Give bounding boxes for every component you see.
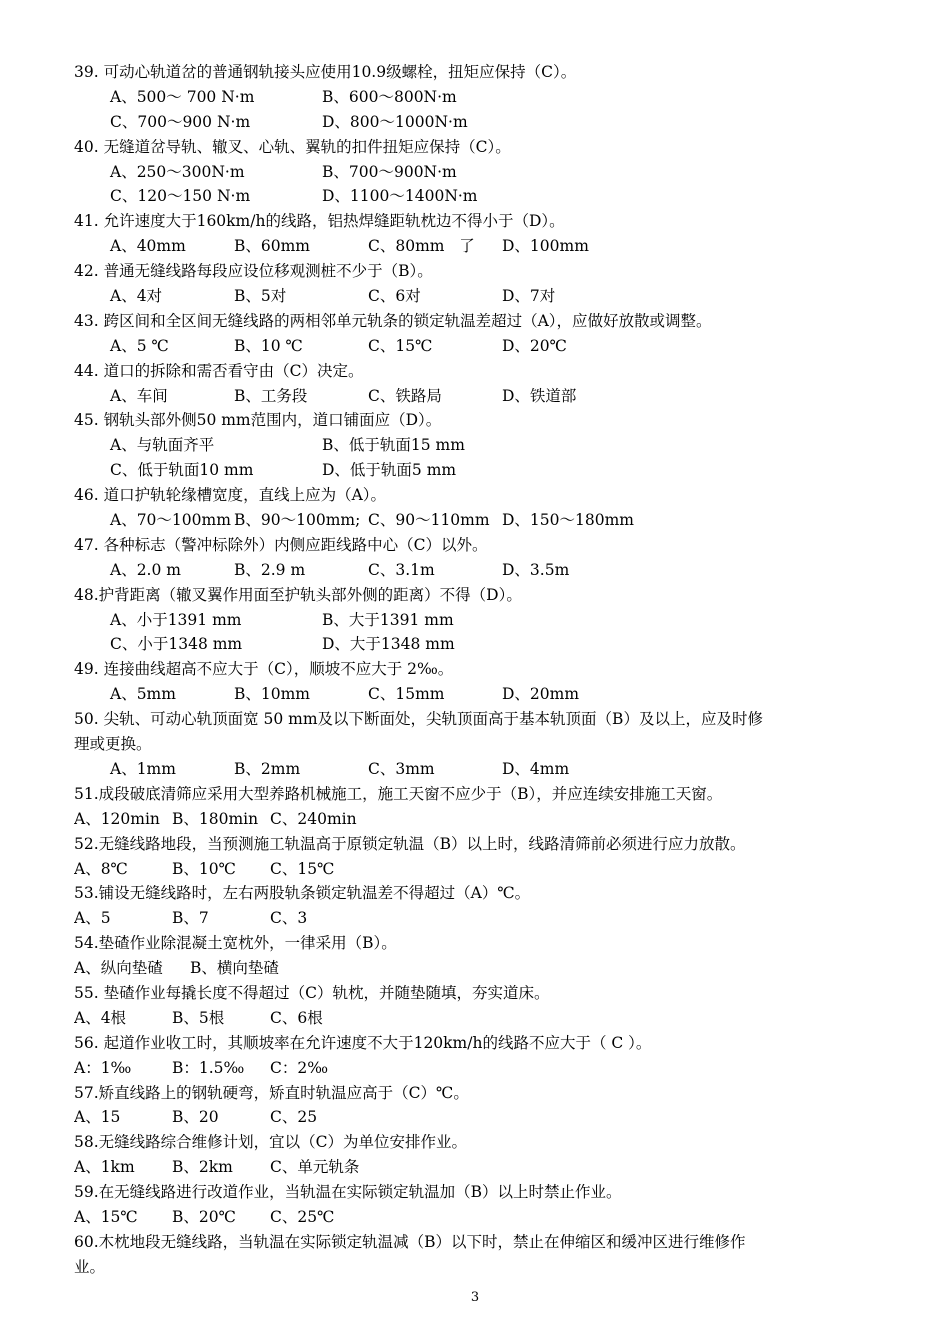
option-a: A、4对 [110,287,163,306]
options-row [74,85,884,110]
option-b: B、180min [172,809,259,828]
question-54 [74,931,884,981]
option-c: C、15mm [368,685,445,704]
question-48 [74,583,884,658]
question-49 [74,657,884,707]
question-39 [74,60,884,135]
option-a: A、纵向垫碴 [74,959,163,978]
option-b: B、7 [172,909,209,928]
options-row [74,1155,884,1180]
option-b: D、大于1348 mm [322,635,455,654]
option-a: A、5 ℃ [110,336,169,355]
options-row [74,433,884,458]
question-stem-continued: 理或更换。 [74,735,152,754]
option-b: B、2.9 m [234,560,306,579]
question-stem: 59.在无缝线路进行改道作业，当轨温在实际锁定轨温加（B）以上时禁止作业。 [74,1183,622,1202]
option-a: A、15 [74,1108,121,1127]
question-40 [74,135,884,210]
option-b: B、大于1391 mm [322,610,454,629]
question-stem: 50. 尖轨、可动心轨顶面宽 50 mm及以下断面处，尖轨顶面高于基本轨顶面（B）及以上，应及时修 [74,710,763,729]
option-c: C、25℃ [270,1207,335,1226]
question-stem: 53.铺设无缝线路时，左右两股轨条锁定轨温差不得超过（A）℃。 [74,884,531,903]
options-row [74,160,884,185]
option-b: B、5对 [234,287,287,306]
options-row [74,1006,884,1031]
option-b: B、20 [172,1108,219,1127]
option-b: B、5根 [172,1008,225,1027]
option-c: C、25 [270,1108,318,1127]
question-stem: 47. 各种标志（警冲标除外）内侧应距线路中心（C）以外。 [74,535,488,554]
option-a: C、小于1348 mm [110,635,243,654]
options-row [74,508,884,533]
question-stem: 46. 道口护轨轮缘槽宽度，直线上应为（A）。 [74,486,387,505]
option-c: C、15℃ [270,859,335,878]
options-row [74,857,884,882]
option-b: B、10mm [234,685,311,704]
question-stem-continued: 业。 [74,1257,106,1276]
option-d: D、100mm [502,237,589,256]
option-d: D、4mm [502,759,570,778]
options-row [74,384,884,409]
option-b: B：1.5‰ [172,1058,245,1077]
option-a: A、250～300N·m [110,162,245,181]
question-stem: 51.成段破底清筛应采用大型养路机械施工，施工天窗不应少于（B），并应连续安排施工天窗。 [74,784,723,803]
options-row [74,608,884,633]
options-row [74,234,884,259]
question-55 [74,981,884,1031]
option-b: D、800～1000N·m [322,112,468,131]
option-d: D、7对 [502,287,556,306]
option-b: B、10 ℃ [234,336,303,355]
option-a: C、700～900 N·m [110,112,251,131]
options-row [74,184,884,209]
option-c: C、15℃ [368,336,433,355]
question-stem: 48.护背距离（辙叉翼作用面至护轨头部外侧的距离）不得（D）。 [74,585,522,604]
option-c: C、3 [270,909,308,928]
options-row [74,906,884,931]
option-d: D、150～180mm [502,511,634,530]
options-row [74,110,884,135]
question-stem: 57.矫直线路上的钢轨硬弯，矫直时轨温应高于（C）℃。 [74,1083,469,1102]
question-stem: 52.无缝线路地段，当预测施工轨温高于原锁定轨温（B）以上时，线路清筛前必须进行应力放散。 [74,834,746,853]
question-stem: 39. 可动心轨道岔的普通钢轨接头应使用10.9级螺栓，扭矩应保持（C）。 [74,63,577,81]
question-51 [74,782,884,832]
question-stem: 40. 无缝道岔导轨、辙叉、心轨、翼轨的扣件扭矩应保持（C）。 [74,137,511,156]
option-b: B、600～800N·m [322,87,457,106]
options-row [74,284,884,309]
option-a: A、1mm [110,759,176,778]
options-row [74,334,884,359]
option-b: B、2mm [234,759,301,778]
option-b: D、1100～1400N·m [322,187,478,206]
option-b: B、10℃ [172,859,236,878]
option-a: A、5 [74,909,111,928]
option-a: A、1km [74,1158,135,1177]
question-stem: 41. 允许速度大于160km/h的线路，铝热焊缝距轨枕边不得小于（D）。 [74,212,565,231]
option-a: A、70～100mm [110,511,231,530]
question-stem: 49. 连接曲线超高不应大于（C），顺坡不应大于 2‰。 [74,660,454,679]
option-d: D、铁道部 [502,386,577,405]
option-c: C、80mm 了 [368,237,475,256]
option-a: A、车间 [110,386,168,405]
question-59 [74,1180,884,1230]
options-row [74,558,884,583]
option-a: C、低于轨面10 mm [110,461,254,480]
question-stem: 54.垫碴作业除混凝土宽枕外，一律采用（B）。 [74,934,397,953]
options-row [74,807,884,832]
option-c: C、3mm [368,759,435,778]
question-stem: 44. 道口的拆除和需否看守由（C）决定。 [74,361,364,380]
options-row [74,458,884,483]
question-stem: 43. 跨区间和全区间无缝线路的两相邻单元轨条的锁定轨温差超过（A），应做好放散或调整。 [74,311,712,330]
question-57 [74,1081,884,1131]
question-50 [74,707,884,782]
option-a: A、120min [74,809,160,828]
option-c: C、240min [270,809,357,828]
option-b: D、低于轨面5 mm [322,461,457,480]
option-c: C、3.1m [368,560,435,579]
options-row [74,1056,884,1081]
option-a: C、120～150 N·m [110,187,251,206]
question-stem: 58.无缝线路综合维修计划，宜以（C）为单位安排作业。 [74,1133,468,1152]
option-c: C、6对 [368,287,421,306]
question-stem: 60.木枕地段无缝线路，当轨温在实际锁定轨温减（B）以下时，禁止在伸缩区和缓冲区进行维修作 [74,1232,746,1251]
option-b: B、低于轨面15 mm [322,436,465,455]
question-45 [74,408,884,483]
question-60 [74,1230,884,1280]
option-a: A、4根 [74,1008,127,1027]
options-row [74,1205,884,1230]
option-a: A、与轨面齐平 [110,436,215,455]
options-row [74,757,884,782]
question-stem: 56. 起道作业收工时，其顺坡率在允许速度不大于120km/h的线路不应大于（ C ）。 [74,1033,652,1052]
question-53 [74,881,884,931]
question-stem: 42. 普通无缝线路每段应设位移观测桩不少于（B）。 [74,262,433,281]
option-a: A、2.0 m [110,560,181,579]
option-a: A：1‰ [74,1058,132,1077]
options-row [74,956,884,981]
option-a: A、15℃ [74,1207,138,1226]
document-body [74,60,884,1280]
option-c: C、铁路局 [368,386,442,405]
option-b: B、横向垫碴 [190,959,279,978]
options-row [74,1105,884,1130]
question-43 [74,309,884,359]
option-c: C、单元轨条 [270,1158,360,1177]
options-row [74,682,884,707]
option-c: C、90～110mm [368,511,490,530]
option-b: B、工务段 [234,386,308,405]
option-b: B、2km [172,1158,233,1177]
option-c: C、6根 [270,1008,323,1027]
option-b: B、20℃ [172,1207,236,1226]
question-58 [74,1130,884,1180]
option-a: A、40mm [110,237,186,256]
option-d: D、3.5m [502,560,570,579]
options-row [74,632,884,657]
option-b: B、700～900N·m [322,162,457,181]
option-d: D、20℃ [502,336,567,355]
option-b: B、60mm [234,237,311,256]
option-b: B、90～100mm; [234,511,361,530]
option-a: A、5mm [110,685,176,704]
question-stem: 55. 垫碴作业每撬长度不得超过（C）轨枕，并随垫随填，夯实道床。 [74,983,550,1002]
option-a: A、8℃ [74,859,128,878]
option-c: C：2‰ [270,1058,329,1077]
question-stem: 45. 钢轨头部外侧50 mm范围内，道口铺面应（D）。 [74,411,442,430]
question-47 [74,533,884,583]
page-number: 3 [470,1290,480,1305]
question-52 [74,832,884,882]
question-42 [74,259,884,309]
option-d: D、20mm [502,685,580,704]
question-56 [74,1031,884,1081]
question-46 [74,483,884,533]
question-44 [74,359,884,409]
question-41 [74,209,884,259]
option-a: A、500～ 700 N·m [110,87,255,106]
option-a: A、小于1391 mm [110,610,242,629]
